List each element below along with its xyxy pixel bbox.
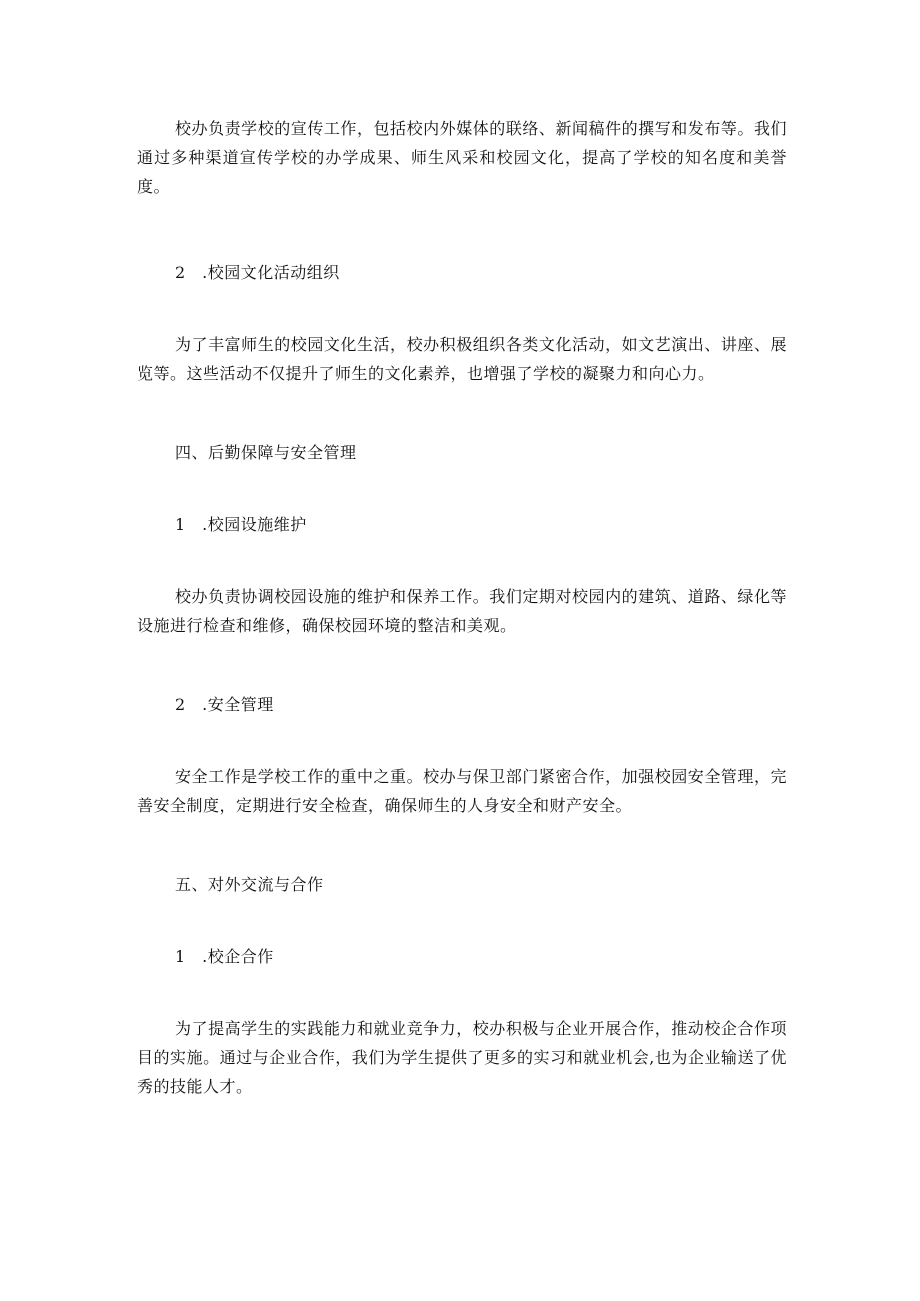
paragraph-school-enterprise-cooperation: 为了提高学生的实践能力和就业竞争力，校办积极与企业开展合作，推动校企合作项目的实施。通过与企业合作，我们为学生提供了更多的实习和就业机会,也为企业输送了优秀的技能人才。 bbox=[137, 1019, 787, 1096]
chapter-heading-external-cooperation: 五、对外交流与合作 bbox=[175, 875, 324, 894]
section-heading-facility-maintenance: 1 .校园设施维护 bbox=[175, 515, 307, 534]
section-heading-safety-management: 2 .安全管理 bbox=[175, 695, 274, 714]
paragraph-facility-maintenance: 校办负责协调校园设施的维护和保养工作。我们定期对校园内的建筑、道路、绿化等设施进行检查和维修，确保校园环境的整洁和美观。 bbox=[137, 587, 787, 635]
paragraph-publicity-work: 校办负责学校的宣传工作，包括校内外媒体的联络、新闻稿件的撰写和发布等。我们通过多种渠道宣传学校的办学成果、师生风采和校园文化，提高了学校的知名度和美誉度。 bbox=[137, 119, 787, 196]
chapter-heading-logistics-safety: 四、后勤保障与安全管理 bbox=[175, 443, 357, 462]
paragraph-campus-culture-activities: 为了丰富师生的校园文化生活，校办积极组织各类文化活动，如文艺演出、讲座、展览等。这些活动不仅提升了师生的文化素养，也增强了学校的凝聚力和向心力。 bbox=[137, 335, 787, 383]
section-heading-school-enterprise-cooperation: 1 .校企合作 bbox=[175, 947, 274, 966]
paragraph-safety-management: 安全工作是学校工作的重中之重。校办与保卫部门紧密合作，加强校园安全管理，完善安全制度，定期进行安全检查，确保师生的人身安全和财产安全。 bbox=[137, 767, 787, 815]
section-heading-campus-culture-activities: 2 .校园文化活动组织 bbox=[175, 263, 340, 282]
